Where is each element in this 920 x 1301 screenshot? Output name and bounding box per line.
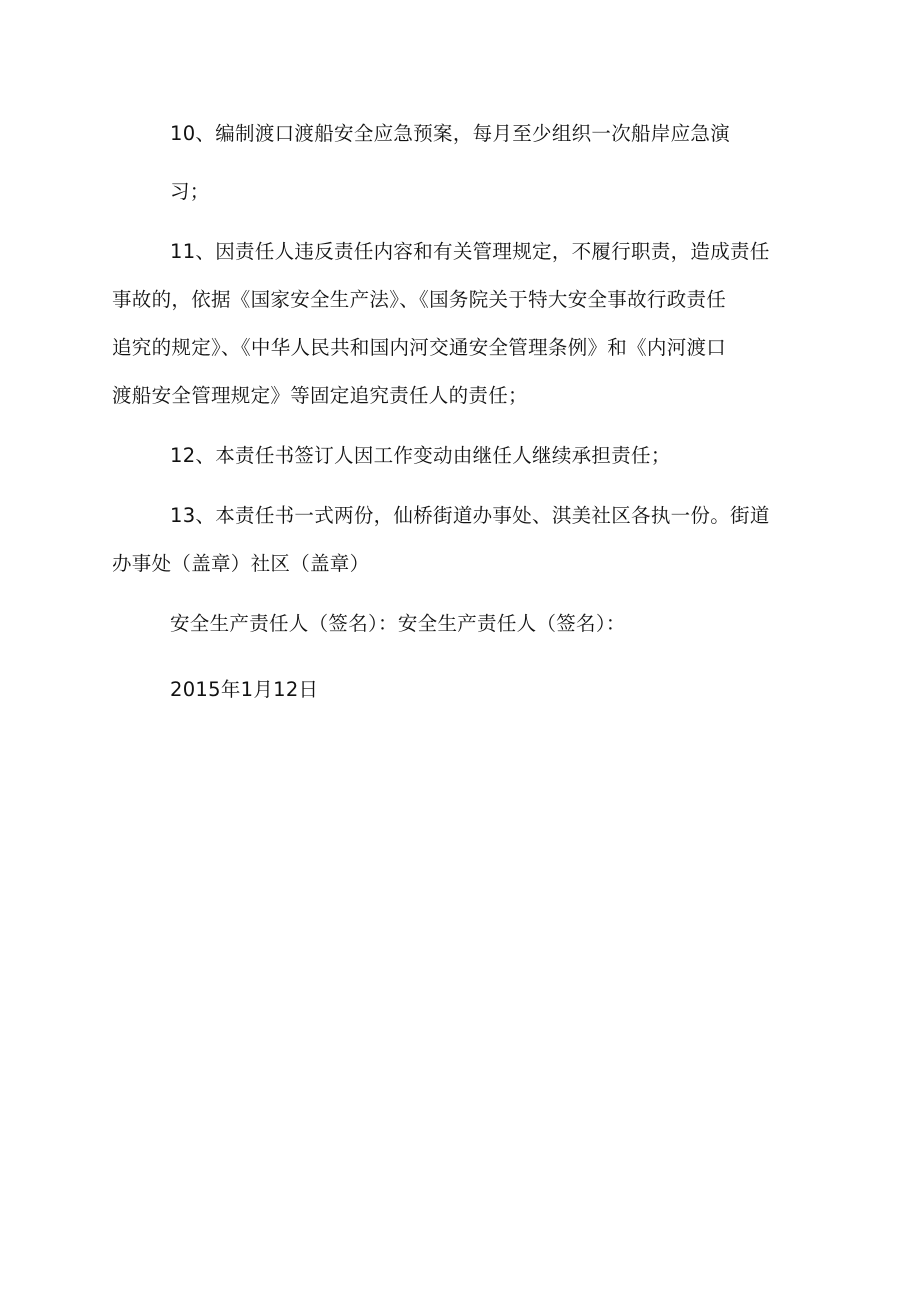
item-12-line-1: 12、本责任书签订人因工作变动由继任人继续承担责任； — [170, 444, 671, 467]
item-10-line-2: 习； — [170, 180, 210, 203]
item-11-line-4: 渡船安全管理规定》等固定追究责任人的责任； — [112, 384, 528, 407]
item-11-line-2: 事故的，依据《国家安全生产法》、《国务院关于特大安全事故行政责任 — [112, 288, 727, 311]
item-13-line-2: 办事处（盖章）社区（盖章） — [112, 552, 370, 575]
signature-line: 安全生产责任人（签名）：安全生产责任人（签名）： — [170, 612, 626, 635]
date-line: 2015年1月12日 — [170, 678, 319, 701]
item-11-line-3: 追究的规定》、《中华人民共和国内河交通安全管理条例》和《内河渡口 — [112, 336, 727, 359]
item-13-line-1: 13、本责任书一式两份，仙桥街道办事处、淇美社区各执一份。街道 — [170, 504, 770, 527]
item-10-line-1: 10、编制渡口渡船安全应急预案，每月至少组织一次船岸应急演 — [170, 122, 731, 145]
item-11-line-1: 11、因责任人违反责任内容和有关管理规定，不履行职责，造成责任 — [170, 240, 770, 263]
